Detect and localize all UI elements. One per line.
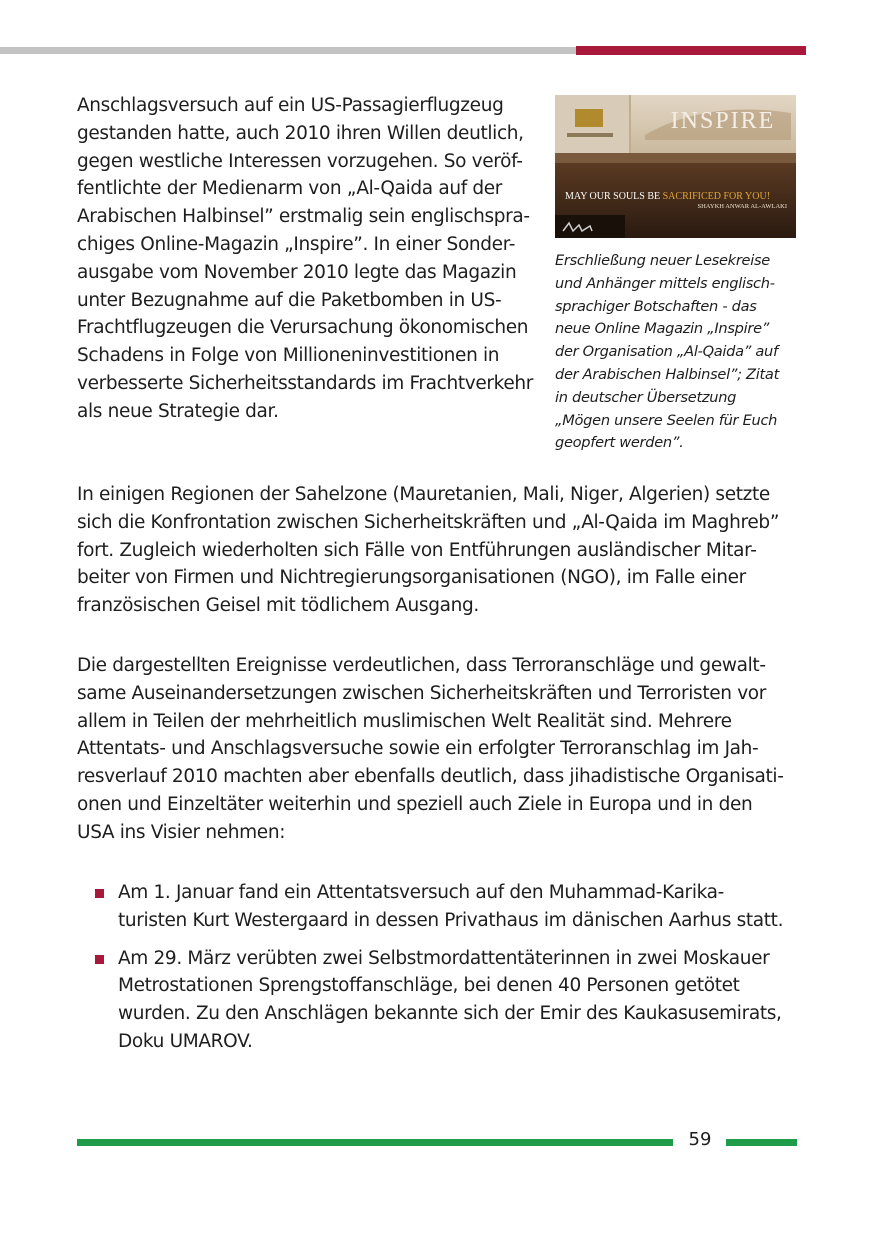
banner-text-white: MAY OUR SOULS BE bbox=[565, 191, 663, 202]
text-line: Metrostationen Sprengstoffanschläge, bei denen 40 Personen getötet bbox=[118, 975, 740, 997]
text-line: Attentats- und Anschlagsversuche sowie ein erfolgter Terroranschlag im Jah- bbox=[77, 738, 759, 760]
text-line: In einigen Regionen der Sahelzone (Mauretanien, Mali, Niger, Algerien) setzte bbox=[77, 484, 770, 505]
text-line: turisten Kurt Westergaard in dessen Privathaus im dänischen Aarhus statt. bbox=[118, 909, 784, 931]
bullet-square-icon bbox=[95, 955, 104, 964]
footer-rule-right bbox=[726, 1139, 797, 1146]
top-rule-grey bbox=[0, 47, 576, 54]
text-line: onen und Einzeltäter weiterhin und speziell auch Ziele in Europa und in den bbox=[77, 793, 753, 815]
caption-line: und Anhänger mittels englisch- bbox=[555, 274, 775, 292]
text-line: Frachtflugzeugen die Verursachung ökonomischen bbox=[77, 317, 529, 339]
figure-caption bbox=[555, 250, 800, 455]
caption-line: neue Online Magazin „Inspire” bbox=[555, 320, 770, 338]
paragraph-events bbox=[77, 652, 807, 847]
text-line: fort. Zugleich wiederholten sich Fälle von Entführungen ausländischer Mitar- bbox=[77, 539, 757, 561]
footer-rule-left bbox=[77, 1139, 673, 1146]
banner-author: SHAYKH ANWAR AL-AWLAKI bbox=[697, 203, 787, 210]
intro-paragraph bbox=[77, 92, 547, 426]
text-line: chiges Online-Magazin „Inspire”. In einer Sonder- bbox=[77, 233, 516, 255]
text-line: gestanden hatte, auch 2010 ihren Willen deutlich, bbox=[77, 122, 524, 144]
text-line: Schadens in Folge von Millioneninvestitionen in bbox=[77, 345, 500, 367]
text-line: gegen westliche Interessen vorzugehen. So veröf- bbox=[77, 150, 523, 172]
caption-line: in deutscher Übersetzung bbox=[555, 388, 737, 406]
list-item bbox=[95, 879, 807, 935]
event-bullet-list bbox=[95, 879, 807, 1066]
text-line: Arabischen Halbinsel” erstmalig sein englischspra- bbox=[77, 206, 530, 228]
banner-text-gold: SACRIFICED FOR YOU! bbox=[662, 191, 771, 202]
text-line: ausgabe vom November 2010 legte das Magazin bbox=[77, 261, 517, 283]
text-line: USA ins Visier nehmen: bbox=[77, 821, 286, 843]
text-line: unter Bezugnahme auf die Paketbomben in US- bbox=[77, 289, 502, 311]
text-line: Anschlagsversuch auf ein US-Passagierflugzeug bbox=[77, 95, 504, 116]
text-line: beiter von Firmen und Nichtregierungsorganisationen (NGO), im Falle einer bbox=[77, 567, 746, 589]
text-line: sich die Konfrontation zwischen Sicherheitskräften und „Al-Qaida im Maghreb” bbox=[77, 511, 780, 533]
list-item bbox=[95, 945, 807, 1056]
text-line: wurden. Zu den Anschlägen bekannte sich der Emir des Kaukasusemirats, bbox=[118, 1003, 782, 1025]
caption-line: „Mögen unsere Seelen für Euch bbox=[555, 411, 778, 429]
text-line: allem in Teilen der mehrheitlich muslimischen Welt Realität sind. Mehrere bbox=[77, 710, 732, 732]
bullet-square-icon bbox=[95, 889, 104, 898]
caption-line: Erschließung neuer Lesekreise bbox=[555, 252, 770, 269]
top-rule-red bbox=[576, 46, 806, 55]
caption-line: der Organisation „Al-Qaida” auf bbox=[555, 343, 778, 361]
text-line: Am 29. März verübten zwei Selbstmordattentäterinnen in zwei Moskauer bbox=[118, 947, 770, 969]
masthead-text: INSPIRE bbox=[670, 108, 776, 134]
text-line: Am 1. Januar fand ein Attentatsversuch auf den Muhammad-Karika- bbox=[118, 882, 724, 903]
text-line: same Auseinandersetzungen zwischen Sicherheitskräften und Terroristen vor bbox=[77, 682, 767, 704]
caption-line: der Arabischen Halbinsel”; Zitat bbox=[555, 365, 780, 383]
svg-text:MAY OUR SOULS BE SACRIFICED FO bbox=[565, 191, 770, 202]
caption-line: sprachiger Botschaften - das bbox=[555, 297, 757, 315]
page-number: 59 bbox=[688, 1129, 712, 1150]
text-line: als neue Strategie dar. bbox=[77, 400, 279, 422]
text-line: resverlauf 2010 machten aber ebenfalls deutlich, dass jihadistische Organisati- bbox=[77, 766, 784, 788]
text-line: verbesserte Sicherheitsstandards im Frachtverkehr bbox=[77, 372, 533, 394]
text-line: Die dargestellten Ereignisse verdeutlichen, dass Terroranschläge und gewalt- bbox=[77, 655, 766, 676]
text-line: fentlichte der Medienarm von „Al-Qaida auf der bbox=[77, 178, 503, 200]
logo-shape bbox=[575, 109, 603, 127]
caption-line: geopfert werden”. bbox=[555, 434, 684, 452]
text-line: Doku UMAROV. bbox=[118, 1030, 253, 1052]
paragraph-sahel bbox=[77, 481, 807, 620]
inspire-magazine-cover-image bbox=[555, 95, 796, 238]
text-line: französischen Geisel mit tödlichem Ausgang. bbox=[77, 595, 479, 617]
